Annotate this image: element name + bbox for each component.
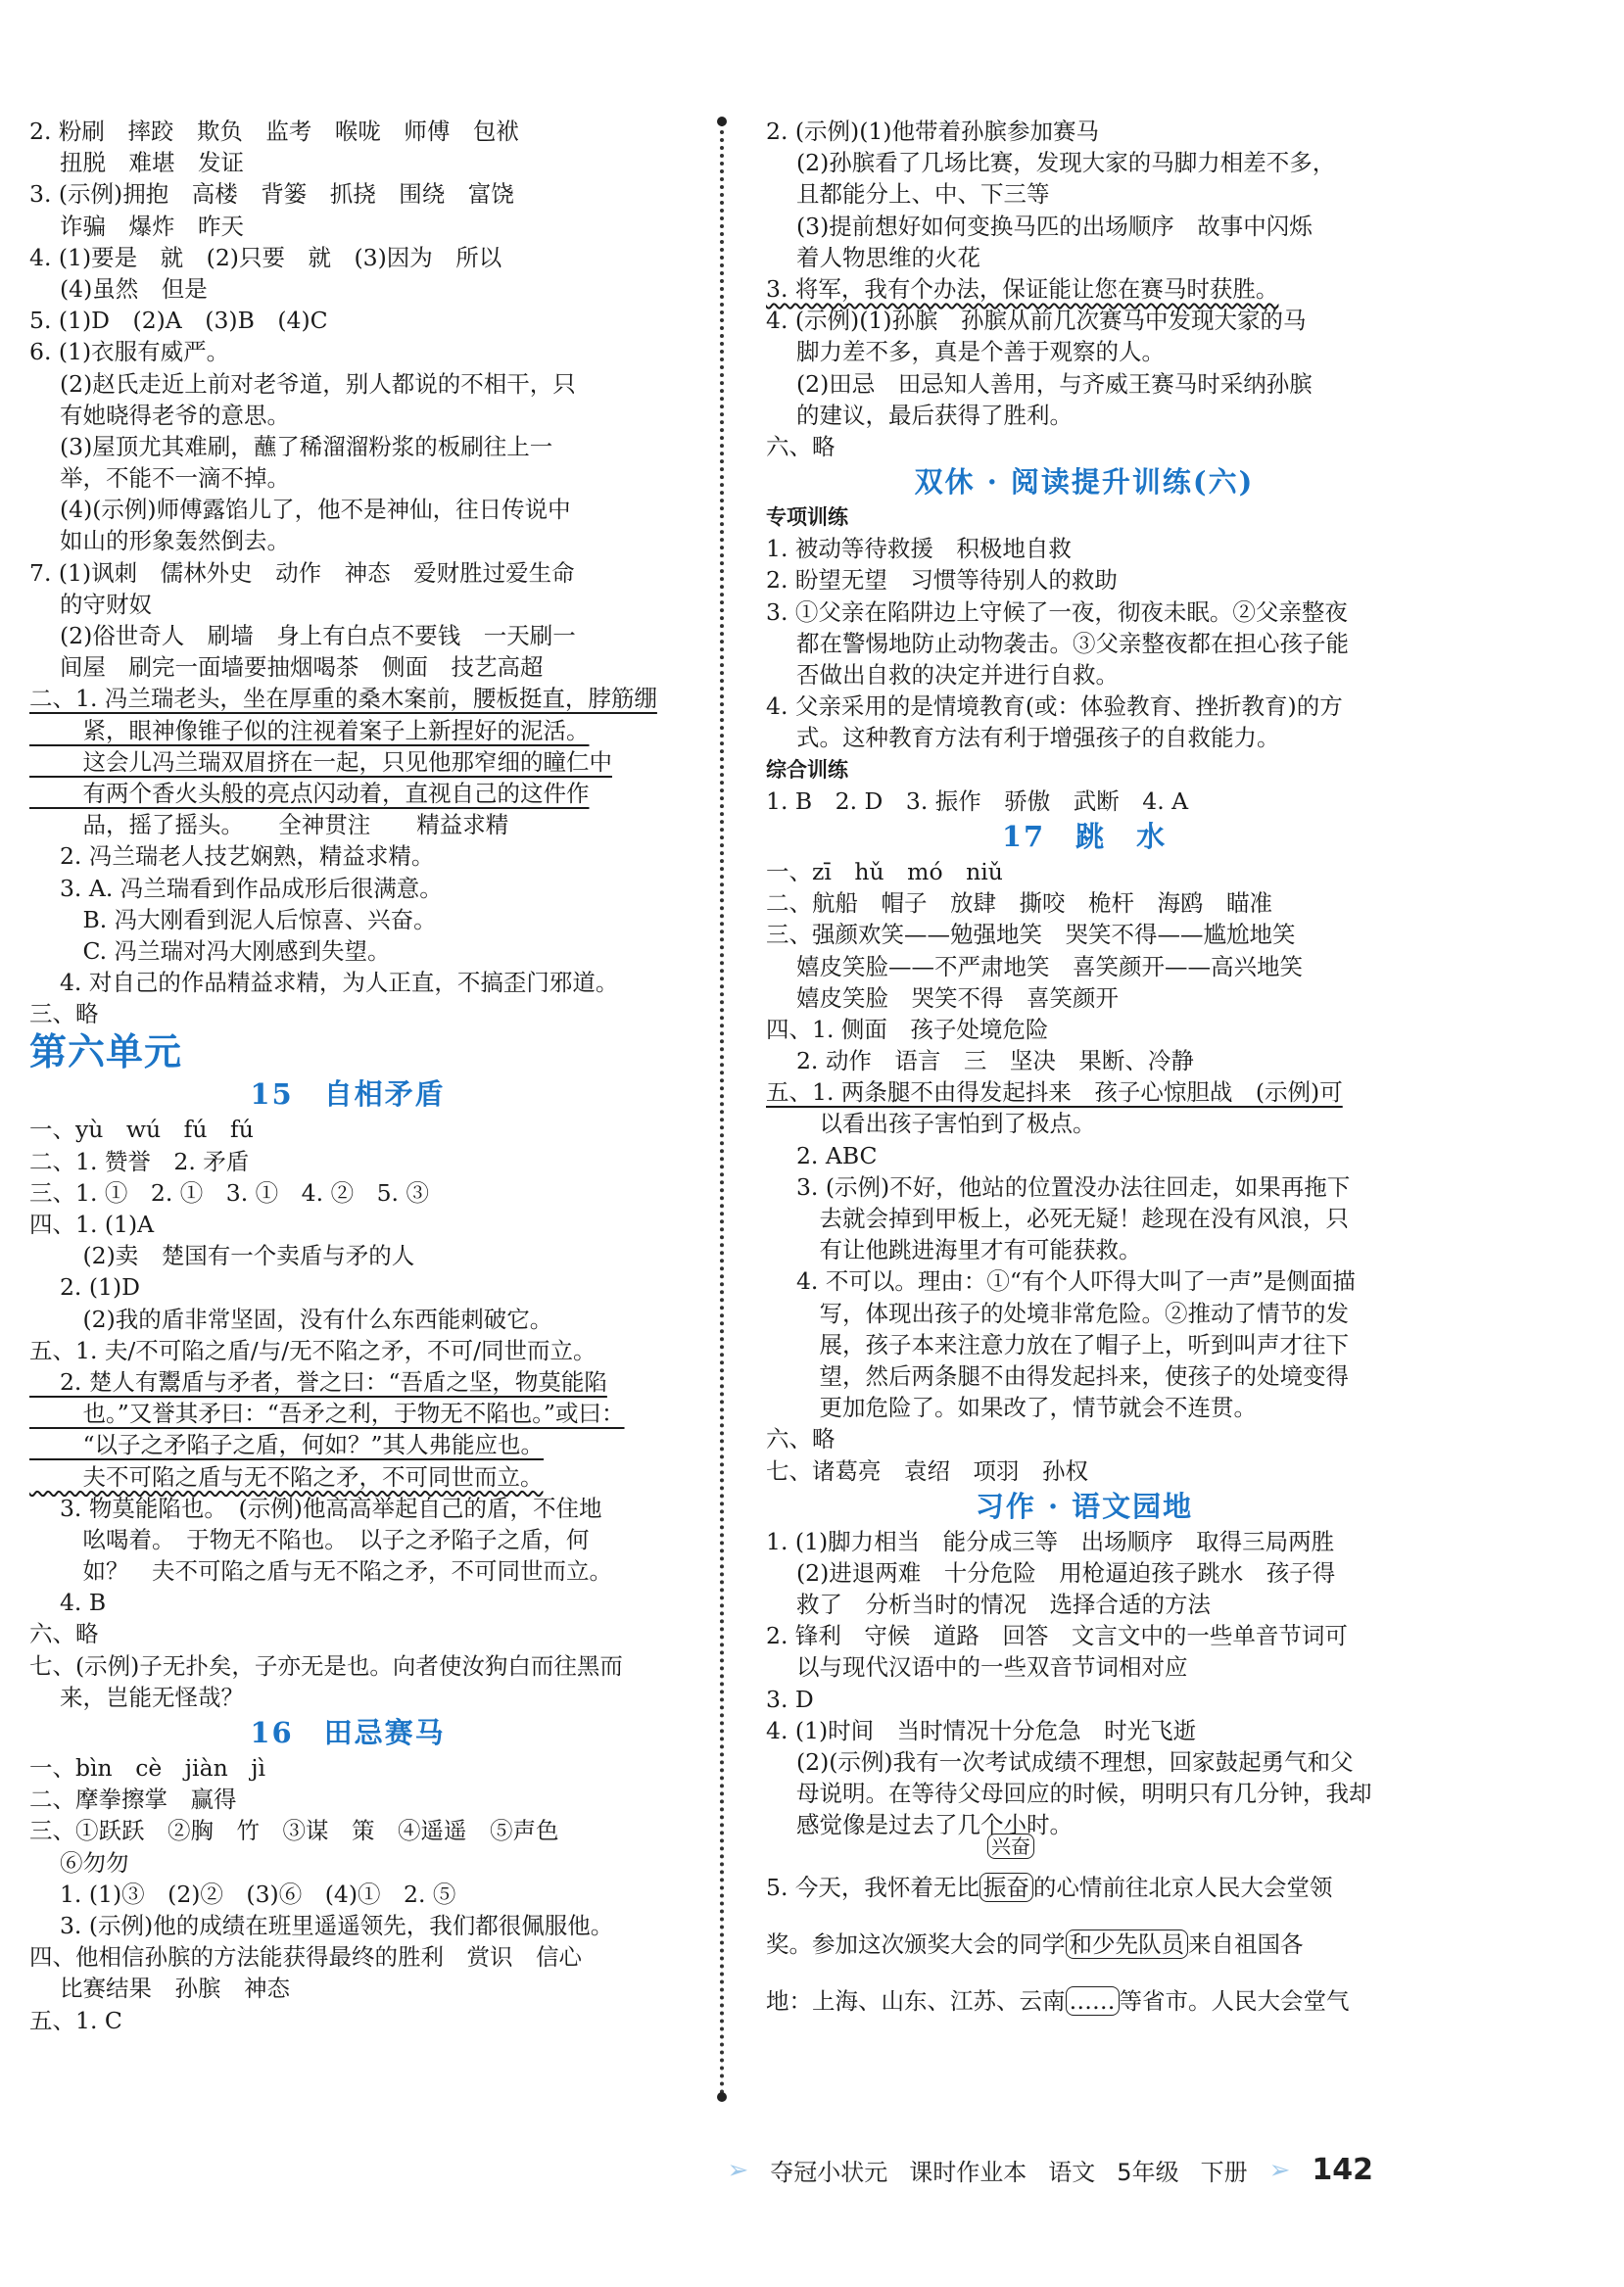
answer-line: 二、摩拳擦掌 赢得 <box>29 1786 237 1814</box>
answer-line: (2)赵氏走近上前对老爷道，别人都说的不相干，只 <box>29 369 576 398</box>
section-heading: 双休 · 阅读提升训练(六) <box>914 465 1255 500</box>
answer-line: 式。这种教育方法有利于增强孩子的自救能力。 <box>766 724 1280 752</box>
answer-line: (3)提前想好如何变换马匹的出场顺序 故事中闪烁 <box>766 212 1313 240</box>
answer-line: 有让他跳进海里才有可能获救。 <box>766 1236 1142 1264</box>
corrected-word: 振奋 <box>979 1873 1033 1902</box>
answer-line: (2)田忌 田忌知人善用，与齐威王赛马时采纳孙膑 <box>766 369 1313 398</box>
answer-line: 品，摇了摇头。 全神贯注 精益求精 <box>29 811 509 839</box>
answer-line: 写，体现出孩子的处境非常危险。②推动了情节的发 <box>766 1299 1349 1327</box>
answer-line: (2)俗世奇人 刷墙 身上有白点不要钱 一天刷一 <box>29 622 576 649</box>
answer-line: 1. (1)③ (2)② (3)⑥ (4)① 2. ⑤ <box>29 1880 456 1908</box>
answer-line: 三、略 <box>29 1000 99 1028</box>
answer-line: 4. 对自己的作品精益求精，为人正直，不搞歪门邪道。 <box>29 969 619 997</box>
answer-line: 4. 不可以。理由：①“有个人吓得大叫了一声”是侧面描 <box>766 1267 1356 1296</box>
answer-line: 七、诸葛亮 袁绍 项羽 孙权 <box>766 1456 1088 1485</box>
correction-line <box>766 1834 1403 1916</box>
subsection-label: 专项训练 <box>766 505 848 530</box>
answer-line: 展，孩子本来注意力放在了帽子上，听到叫声才往下 <box>766 1330 1349 1358</box>
arrow-icon: ➢ <box>727 2155 749 2185</box>
answer-line: 都在警惕地防止动物袭击。③父亲整夜都在担心孩子能 <box>766 629 1349 657</box>
answer-line: 诈骗 爆炸 昨天 <box>29 212 244 240</box>
answer-line: 的建议，最后获得了胜利。 <box>766 401 1073 429</box>
lesson-heading: 16 田忌赛马 <box>250 1716 446 1749</box>
answer-line: 举，不能不一滴不掉。 <box>29 464 290 493</box>
answer-line: 3. ①父亲在陷阱边上守候了一夜，彻夜未眠。②父亲整夜 <box>766 597 1348 626</box>
unit-heading: 第六单元 <box>29 1029 183 1074</box>
answer-line: (2)(示例)我有一次考试成绩不理想，回家鼓起勇气和父 <box>766 1748 1354 1776</box>
answer-line: 三、1. ① 2. ① 3. ① 4. ② 5. ③ <box>29 1178 429 1207</box>
answer-line: 比赛结果 孙膑 神态 <box>29 1975 290 2003</box>
answer-line: 一、bìn cè jiàn jì <box>29 1754 266 1782</box>
correction-line <box>766 1916 1403 1973</box>
answer-line: 五、1. C <box>29 2006 122 2034</box>
answer-line: 如山的形象轰然倒去。 <box>29 527 290 555</box>
page-number: 142 <box>1312 2153 1373 2187</box>
answer-line: 嬉皮笑脸 哭笑不得 喜笑颜开 <box>766 983 1119 1012</box>
text-segment: 地：上海、山东、江苏、云南 <box>766 1986 1066 2015</box>
section-heading: 习作 · 语文园地 <box>975 1489 1194 1523</box>
answer-line: 二、1. 赞誉 2. 矛盾 <box>29 1147 250 1175</box>
answer-line: 六、略 <box>766 432 836 460</box>
answer-line: 一、zī hǔ mó niǔ <box>766 857 1003 885</box>
answer-line: (4)虽然 但是 <box>29 274 208 303</box>
answer-line: B. 冯大刚看到泥人后惊喜、兴奋。 <box>29 905 437 933</box>
answer-line: 去就会掉到甲板上，必死无疑！趁现在没有风浪，只 <box>766 1205 1349 1232</box>
answer-line: 4. 父亲采用的是情境教育(或：体验教育、挫折教育)的方 <box>766 692 1343 721</box>
answer-line: 四、1. 侧面 孩子处境危险 <box>766 1015 1049 1043</box>
answer-line: (2)孙膑看了几场比赛，发现大家的马脚力相差不多， <box>766 149 1336 177</box>
answer-line: 三、强颜欢笑——勉强地笑 哭笑不得——尴尬地笑 <box>766 921 1296 949</box>
answer-line: 1. 被动等待救援 积极地自救 <box>766 535 1072 563</box>
subsection-label: 综合训练 <box>766 757 848 782</box>
answer-line: 6. (1)衣服有威严。 <box>29 338 230 366</box>
underlined-answer-line: 有两个香火头般的亮点闪动着，直视自己的这件作 <box>29 779 590 807</box>
answer-line: 否做出自救的决定并进行自救。 <box>766 661 1119 689</box>
answer-line: 且都能分上、中、下三等 <box>766 180 1050 209</box>
answer-line: 2. ABC <box>766 1141 878 1169</box>
answer-line: 五、1. 夫/不可陷之盾/与/无不陷之矛，不可/同世而立。 <box>29 1336 597 1364</box>
answer-line: (4)(示例)师傅露馅儿了，他不是神仙，往日传说中 <box>29 496 571 524</box>
answer-line: 3. A. 冯兰瑞看到作品成形后很满意。 <box>29 874 443 902</box>
answer-line: 救了 分析当时的情况 选择合适的方法 <box>766 1591 1211 1619</box>
text-segment: 的心情前往北京人民大会堂领 <box>1032 1873 1333 1901</box>
answer-line: 4. (1)要是 就 (2)只要 就 (3)因为 所以 <box>29 243 502 271</box>
text-segment: 5. 今天，我怀着无比 <box>766 1873 979 1901</box>
underlined-answer-line: 二、1. 冯兰瑞老头，坐在厚重的桑木案前，腰板挺直，脖筋绷 <box>29 685 657 713</box>
answer-line: 四、他相信孙膑的方法能获得最终的胜利 赏识 信心 <box>29 1943 582 1972</box>
correction-line <box>766 1973 1403 2029</box>
underlined-answer-line: 这会儿冯兰瑞双眉挤在一起，只见他那窄细的瞳仁中 <box>29 747 612 776</box>
answer-line: 5. (1)D (2)A (3)B (4)C <box>29 307 328 335</box>
answer-line: (2)卖 楚国有一个卖盾与矛的人 <box>29 1242 415 1270</box>
answer-line: 2. 冯兰瑞老人技艺娴熟，精益求精。 <box>29 842 435 871</box>
answer-line: 4. (示例)(1)孙膑 孙膑从前几次赛马中发现大家的马 <box>766 307 1307 335</box>
text-segment: 等省市。人民大会堂气 <box>1119 1986 1350 2015</box>
text-segment: 奖。参加这次颁奖大会的同学 <box>766 1930 1066 1958</box>
answer-line: 以看出孩子害怕到了极点。 <box>766 1110 1096 1138</box>
deleted-phrase: 和少先队员 <box>1066 1930 1189 1959</box>
wavy-underlined-answer-line: 3. 将军，我有个办法，保证能让您在赛马时获胜。 <box>766 274 1279 303</box>
subject: 语文 <box>1048 2159 1096 2186</box>
answer-line: 3. (示例)拥抱 高楼 背篓 抓挠 围绕 富饶 <box>29 180 514 209</box>
answer-line: 七、(示例)子无扑矣，子亦无是也。向者使汝狗白而往黑而 <box>29 1651 623 1680</box>
answer-line: 一、yù wú fú fú <box>29 1116 254 1144</box>
arrow-icon: ➢ <box>1268 2155 1291 2185</box>
answer-line: 六、略 <box>29 1620 99 1648</box>
wavy-underlined-answer-line: 夫不可陷之盾与无不陷之矛，不可同世而立。 <box>29 1462 544 1491</box>
answer-line: 六、略 <box>766 1425 836 1453</box>
answer-line: 4. B <box>29 1589 107 1617</box>
answer-line: 的守财奴 <box>29 590 152 618</box>
answer-line: 三、①跃跃 ②胸 竹 ③谋 策 ④遥遥 ⑤声色 <box>29 1817 559 1845</box>
answer-line: 2. (1)D <box>29 1273 140 1302</box>
right-column <box>766 116 1403 2029</box>
answer-line: 如？ 夫不可陷之盾与无不陷之矛，不可同世而立。 <box>29 1557 612 1586</box>
grade: 5年级 <box>1117 2159 1179 2186</box>
underlined-answer-line: 2. 楚人有鬻盾与矛者，誉之曰：“吾盾之坚，物莫能陷 <box>29 1367 607 1396</box>
underlined-answer-line: “以子之矛陷子之盾，何如？”其人弗能应也。 <box>29 1431 544 1459</box>
answer-line: 7. (1)讽刺 儒林外史 动作 神态 爱财胜过爱生命 <box>29 558 575 587</box>
answer-line: 3. 物莫能陷也。 (示例)他高高举起自己的盾，不住地 <box>29 1494 602 1522</box>
answer-line: 二、航船 帽子 放肆 撕咬 桅杆 海鸥 瞄准 <box>766 889 1272 918</box>
answer-line: 四、1. (1)A <box>29 1211 155 1238</box>
volume: 下册 <box>1200 2159 1248 2186</box>
answer-line: 着人物思维的火花 <box>766 243 980 271</box>
page-footer <box>728 2153 1374 2187</box>
answer-line: 2. 锋利 守候 道路 回答 文言文中的一些单音节词可 <box>766 1622 1348 1650</box>
left-column <box>29 116 666 2036</box>
correction-note: 兴奋 <box>987 1834 1034 1859</box>
answer-line: 扭脱 难堪 发证 <box>29 149 244 177</box>
answer-line: 2. 盼望无望 习惯等待别人的救助 <box>766 566 1118 595</box>
answer-line: 有她晓得老爷的意思。 <box>29 401 290 429</box>
answer-line: 更加危险了。如果改了，情节就会不连贯。 <box>766 1394 1257 1422</box>
underlined-answer-line: 也。”又誉其矛曰：“吾矛之利，于物无不陷也。”或曰： <box>29 1400 625 1428</box>
brand-name: 夺冠小状元 <box>770 2159 888 2186</box>
deleted-phrase: …… <box>1066 1986 1120 2016</box>
answer-line: 1. B 2. D 3. 振作 骄傲 武断 4. A <box>766 786 1189 815</box>
answer-line: C. 冯兰瑞对冯大刚感到失望。 <box>29 936 391 965</box>
answer-line: 2. 动作 语言 三 坚决 果断、冷静 <box>766 1047 1194 1075</box>
answer-line: 3. (示例)不好，他站的位置没办法往回走，如果再拖下 <box>766 1172 1351 1201</box>
underlined-answer-line: 紧，眼神像锥子似的注视着案子上新捏好的泥活。 <box>29 716 590 744</box>
answer-line: (2)进退两难 十分危险 用枪逼迫孩子跳水 孩子得 <box>766 1558 1336 1587</box>
answer-line: 望，然后两条腿不由得发起抖来，使孩子的处境变得 <box>766 1361 1349 1390</box>
answer-line: (3)屋顶尤其难刷，蘸了稀溜溜粉浆的板刷往上一 <box>29 432 553 460</box>
answer-line: (2)我的盾非常坚固，没有什么东西能刺破它。 <box>29 1305 553 1333</box>
answer-line: 感觉像是过去了几个小时。 <box>766 1811 1073 1839</box>
answer-line: 2. 粉刷 摔跤 欺负 监考 喉咙 师傅 包袱 <box>29 118 519 145</box>
answer-line: 3. (示例)他的成绩在班里遥遥领先，我们都很佩服他。 <box>29 1911 614 1939</box>
lesson-heading: 17 跳 水 <box>1001 819 1168 853</box>
answer-line: ⑥勿勿 <box>29 1848 129 1877</box>
answer-line: 1. (1)脚力相当 能分成三等 出场顺序 取得三局两胜 <box>766 1527 1335 1555</box>
text-segment: 来自祖国各 <box>1188 1930 1304 1958</box>
underlined-answer-line: 五、1. 两条腿不由得发起抖来 孩子心惊胆战 (示例)可 <box>766 1078 1343 1107</box>
answer-line: 吆喝着。 于物无不陷也。 以子之矛陷子之盾，何 <box>29 1525 590 1553</box>
answer-line: 3. D <box>766 1685 814 1713</box>
column-divider <box>720 122 724 2096</box>
lesson-heading: 15 自相矛盾 <box>250 1077 446 1112</box>
book-title: 课时作业本 <box>909 2159 1027 2186</box>
answer-line: 来，岂能无怪哉？ <box>29 1683 244 1711</box>
answer-line: 脚力差不多，真是个善于观察的人。 <box>766 338 1165 366</box>
answer-line: 4. (1)时间 当时情况十分危急 时光飞逝 <box>766 1716 1197 1744</box>
answer-line: 间屋 刷完一面墙要抽烟喝茶 侧面 技艺高超 <box>29 653 544 682</box>
answer-line: 嬉皮笑脸——不严肃地笑 喜笑颜开——高兴地笑 <box>766 952 1303 980</box>
answer-line: 以与现代汉语中的一些双音节词相对应 <box>766 1653 1188 1682</box>
answer-line: 2. (示例)(1)他带着孙膑参加赛马 <box>766 118 1100 145</box>
answer-line: 母说明。在等待父母回应的时候，明明只有几分钟，我却 <box>766 1780 1372 1808</box>
